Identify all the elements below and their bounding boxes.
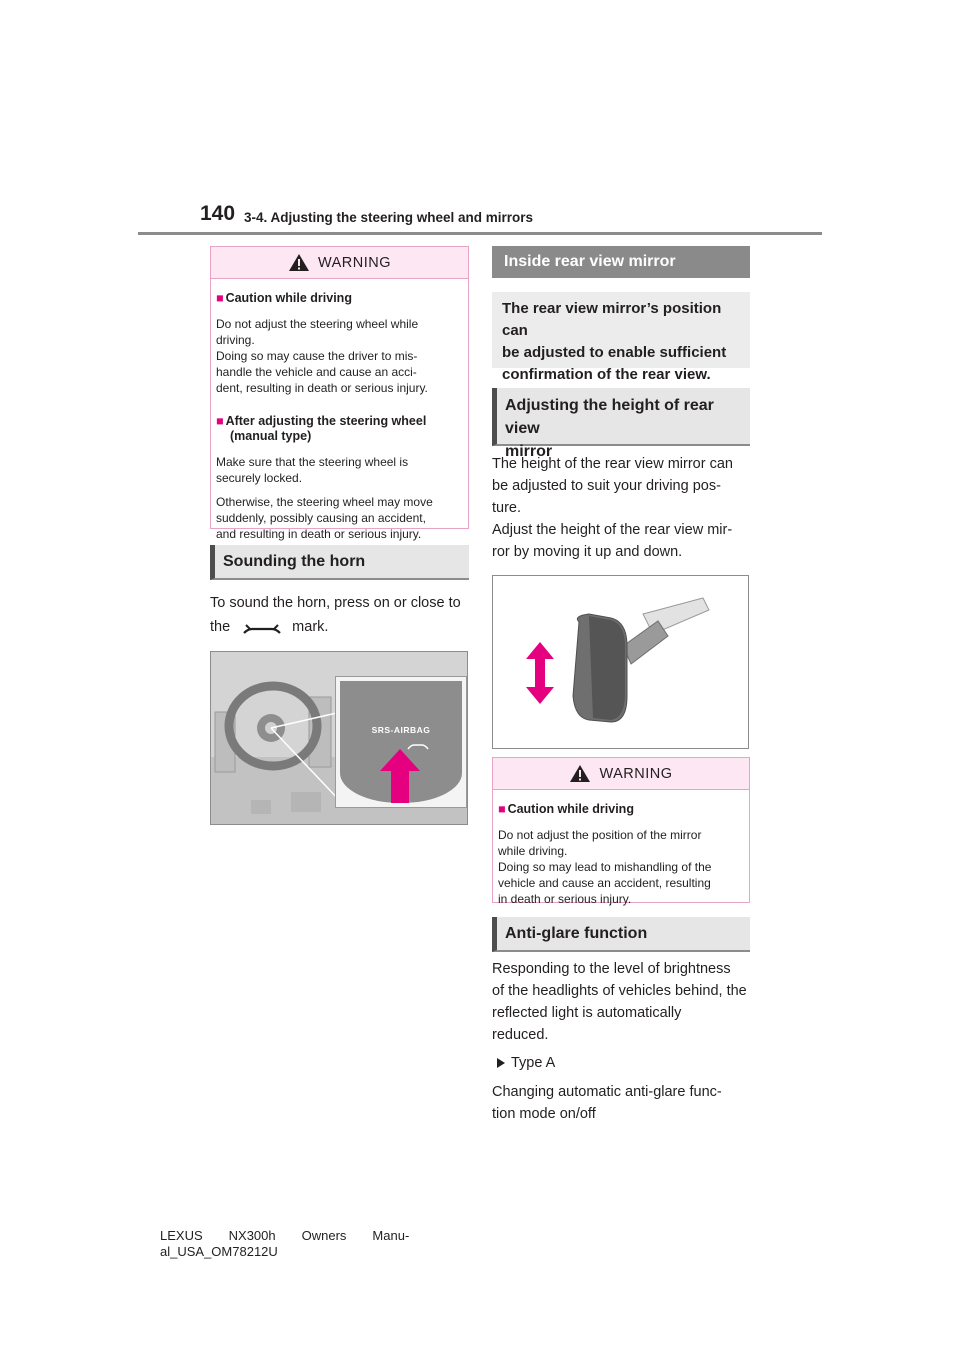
- press-arrow-icon: [378, 747, 422, 805]
- airbag-inset: [335, 676, 467, 808]
- figure-steering-wheel: [210, 651, 468, 825]
- page-number: 140: [200, 202, 236, 225]
- up-down-arrow-icon: [525, 641, 555, 705]
- warning-icon: [288, 253, 310, 272]
- heading-anti-glare-function: Anti-glare function: [492, 917, 750, 952]
- mirror-height-text: The height of the rear view mirror can be adjusted to suit your driving pos- ture. Adjust the height of the rear view mir- ror by moving it up and down.: [492, 456, 733, 560]
- heading-sounding-horn: Sounding the horn: [210, 545, 469, 580]
- figure-rear-view-mirror: [492, 575, 749, 749]
- heading-inside-rear-view-mirror: Inside rear view mirror: [492, 246, 750, 278]
- triangle-bullet-icon: [496, 1057, 506, 1069]
- warning-subheading: ■ Caution while driving: [216, 291, 352, 305]
- heading-adjusting-mirror-height: Adjusting the height of rear view mirror: [492, 388, 750, 446]
- warning-box-steering: [210, 246, 469, 541]
- warning-title: WARNING: [599, 765, 673, 782]
- horn-instruction: To sound the horn, press on or close to the mark.: [210, 595, 461, 635]
- anti-glare-text: Responding to the level of brightness of the headlights of vehicles behind, the reflected light is automatically reduced.: [492, 961, 747, 1043]
- type-a-label: Type A: [496, 1052, 555, 1074]
- warning-text: Otherwise, the steering wheel may move suddenly, possibly causing an accident, and resulting in death or serious injury.: [216, 495, 433, 541]
- footer-manual-id: LEXUS NX300h Owners Manu- al_USA_OM78212U: [160, 1228, 410, 1259]
- warning-icon: [569, 764, 591, 783]
- section-title: 3-4. Adjusting the steering wheel and mirrors: [244, 210, 534, 225]
- warning-title: WARNING: [317, 254, 392, 271]
- header-rule: [138, 232, 822, 235]
- warning-subheading: ■ Caution while driving: [498, 802, 634, 816]
- horn-icon: [240, 617, 284, 637]
- warning-header: [211, 247, 468, 279]
- type-a-text: Changing automatic anti-glare func- tion mode on/off: [492, 1084, 722, 1122]
- airbag-label: SRS-AIRBAG: [371, 725, 431, 735]
- warning-text: Do not adjust the position of the mirror while driving. Doing so may lead to mishandling of the vehicle and cause an accident, resulting in death or serious injury.: [498, 828, 712, 906]
- mirror-lead-text: The rear view mirror’s position can be adjusted to enable sufficient confirmation of the rear view.: [492, 292, 750, 368]
- warning-box-mirror: [492, 757, 750, 906]
- warning-text: Do not adjust the steering wheel while driving. Doing so may cause the driver to mis- handle the vehicle and cause an acci- dent, resulting in death or serious injury.: [216, 317, 428, 395]
- warning-subheading: ■ After adjusting the steering wheel (manual type): [216, 414, 427, 443]
- warning-text: Make sure that the steering wheel is securely locked.: [216, 455, 409, 485]
- warning-header: [493, 758, 749, 790]
